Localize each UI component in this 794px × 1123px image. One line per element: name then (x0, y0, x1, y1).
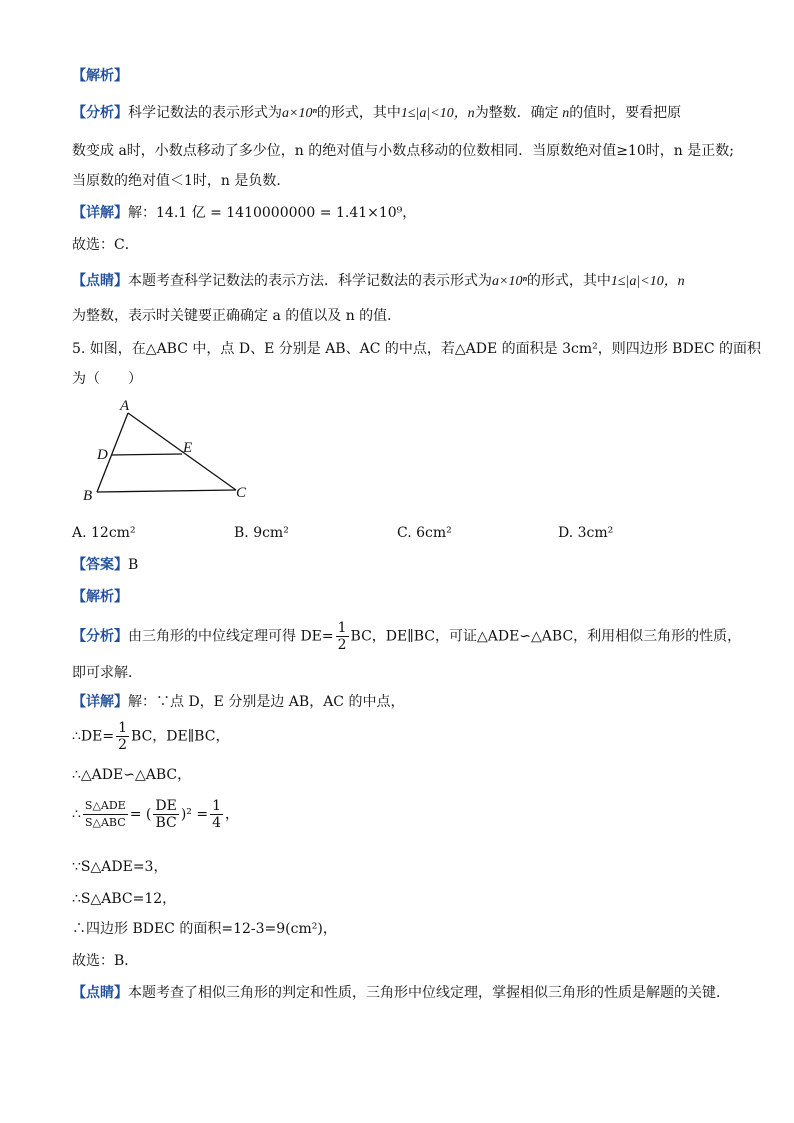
answer-line: 【答案】B (72, 557, 139, 573)
fraction-half: $\frac{1}{2}$ (337, 620, 347, 653)
q5-step-5: ∵S△ADE=3， (72, 859, 168, 875)
q5-step-2: ∴DE= $\frac{1}{2}$ BC，DE∥BC， (72, 720, 230, 753)
q5-step-3: ∴△ADE∽△ABC， (72, 767, 192, 783)
option-c: C. 6cm² (397, 525, 452, 541)
analysis-line-1: 【分析】科学记数法的表示形式为a×10ⁿ的形式，其中1≤|a|<10，n为整数．确定 n的值时，要看把原 (72, 105, 682, 121)
q5-step-7: ∴四边形 BDEC 的面积=12-3=9(cm²)， (72, 921, 337, 937)
side-bc (97, 490, 236, 492)
remark-line-1: 【点睛】本题考查科学记数法的表示方法．科学记数法的表示形式为a×10ⁿ的形式，其中1≤|a|<10，n (72, 273, 685, 289)
q5-analysis-line-2: 即可求解． (72, 665, 142, 681)
fraction-quarter: $\frac{1}{4}$ (212, 798, 222, 831)
q5-detail-line-1: 【详解】解：∵点 D，E 分别是边 AB，AC 的中点， (72, 694, 405, 710)
remark-line-2: 为整数，表示时关键要正确确定 a 的值以及 n 的值． (72, 308, 402, 324)
question-5-stem-2: 为（ ） (72, 371, 142, 387)
fraction-de-bc: $\frac{DE}{BC}$ (155, 798, 177, 831)
label-c: C (236, 485, 247, 501)
q5-step-4: ∴ $\frac{\text{S△ADE}}{\text{S△ABC}}$ = ( $\frac{DE}{BC}$ )² = $\frac{1}{4}$ ， (72, 798, 240, 831)
label-d: D (97, 447, 108, 463)
detail-line: 【详解】解：14.1 亿 = 1410000000 = 1.41×10⁹， (72, 205, 417, 221)
fraction-area-ratio: $\frac{\text{S△ADE}}{\text{S△ABC}}$ (84, 799, 126, 829)
option-d: D. 3cm² (558, 525, 614, 541)
q5-remark-line: 【点睛】本题考查了相似三角形的判定和性质，三角形中位线定理，掌握相似三角形的性质是解题的关键． (72, 985, 730, 1001)
q5-analysis-line-1: 【分析】由三角形的中位线定理可得 DE= $\frac{1}{2}$ BC，DE∥BC，可证△ADE∽△ABC，利用相似三角形的性质， (72, 620, 742, 653)
side-ac (128, 413, 236, 490)
label-e: E (183, 440, 193, 456)
q5-step-6: ∴S△ABC=12， (72, 891, 177, 907)
label-a: A (120, 398, 130, 414)
midline-de (112, 454, 182, 455)
label-b: B (83, 488, 93, 504)
analysis-line-2: 数变成 a时，小数点移动了多少位，n 的绝对值与小数点移动的位数相同．当原数绝对值≥10时，n 是正数; (72, 143, 734, 159)
q5-choice-line: 故选：B． (72, 953, 139, 969)
option-b: B. 9cm² (234, 525, 289, 541)
fraction-half-2: $\frac{1}{2}$ (118, 720, 128, 753)
q5-jiexi-heading: 【解析】 (72, 589, 128, 605)
jiexi-heading: 【解析】 (72, 68, 128, 84)
option-a: A. 12cm² (72, 525, 136, 541)
analysis-line-3: 当原数的绝对值＜1时，n 是负数． (72, 173, 291, 189)
side-ab (97, 413, 128, 492)
question-5-stem-1: 5. 如图，在△ABC 中，点 D、E 分别是 AB、AC 的中点，若△ADE 的面积是 3cm²，则四边形 BDEC 的面积 (72, 341, 762, 357)
choice-line: 故选：C． (72, 237, 139, 253)
